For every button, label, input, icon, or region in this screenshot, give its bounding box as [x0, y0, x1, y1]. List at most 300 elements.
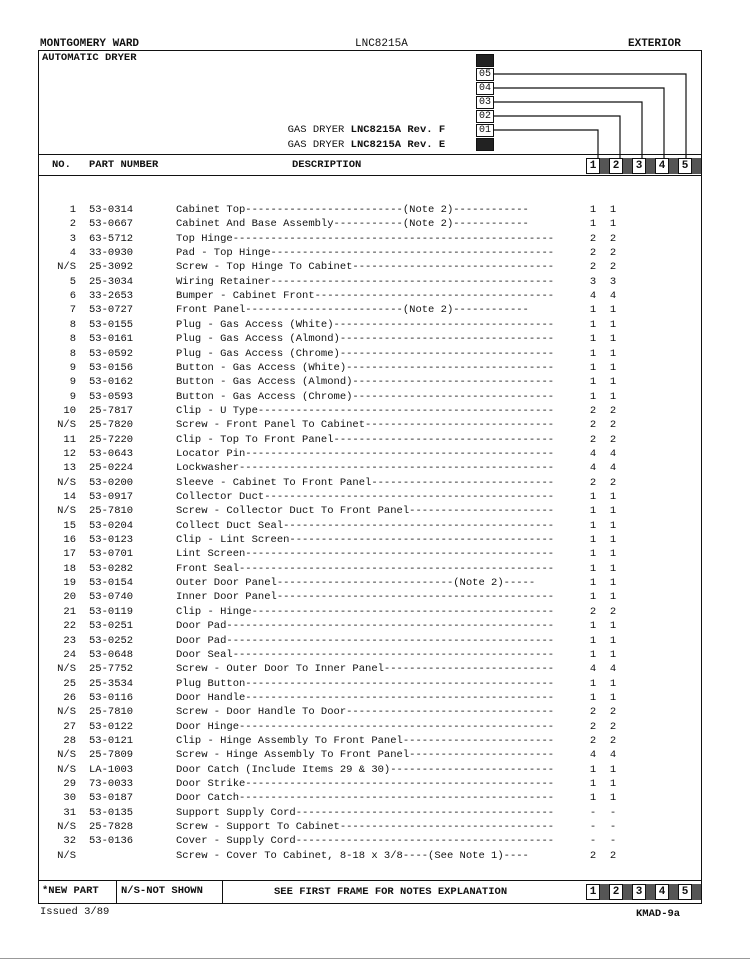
product-title: AUTOMATIC DRYER	[42, 52, 137, 64]
part-number: 53-0156	[89, 361, 134, 374]
table-row	[0, 777, 750, 791]
quantity-col1: 2	[589, 849, 597, 862]
part-number: 25-3092	[89, 261, 134, 274]
part-description: Locator Pin-------------------------------------------------	[176, 447, 555, 460]
quantity-col1: 3	[589, 275, 597, 288]
item-number: 17	[63, 548, 76, 561]
table-row	[0, 347, 750, 361]
part-number: 53-0162	[89, 376, 134, 389]
item-number: 20	[63, 591, 76, 604]
column-shade	[646, 158, 655, 174]
item-number: N/S	[57, 505, 76, 518]
table-row	[0, 275, 750, 289]
part-number: 25-7220	[89, 433, 134, 446]
part-number: 33-0930	[89, 247, 134, 260]
quantity-col2: 1	[609, 491, 617, 503]
quantity-col1: 1	[589, 304, 597, 317]
quantity-col1: 1	[589, 519, 597, 532]
part-number: 53-0701	[89, 548, 134, 561]
table-row	[0, 533, 750, 547]
item-number: 8	[69, 347, 76, 360]
part-number: 53-0251	[89, 620, 134, 633]
quantity-col2: 3	[609, 275, 617, 288]
header-rule	[38, 154, 702, 155]
section-title: EXTERIOR	[628, 38, 681, 50]
revision-label: GAS DRYER	[287, 124, 345, 136]
quantity-col1: 1	[589, 591, 597, 604]
column-num-box: 3	[632, 158, 646, 174]
revision-rev: Rev. E	[407, 139, 446, 151]
quantity-col1: 1	[589, 390, 597, 403]
quantity-col1: 2	[589, 720, 597, 733]
quantity-col1: 1	[589, 691, 597, 704]
part-description: Plug - Gas Access (White)-----------------------------------	[176, 318, 555, 331]
item-number: 1	[69, 204, 76, 216]
quantity-col1: 1	[589, 333, 597, 346]
quantity-col1: 4	[589, 749, 597, 762]
quantity-col1: 1	[589, 548, 597, 561]
quantity-col1: 4	[589, 663, 597, 676]
quantity-col2: 4	[609, 749, 617, 762]
quantity-col1: 1	[589, 792, 597, 805]
part-number: 53-0252	[89, 634, 134, 647]
table-row	[0, 849, 750, 863]
quantity-col1: 1	[589, 634, 597, 647]
table-row	[0, 433, 750, 447]
part-description: Screw - Outer Door To Inner Panel---------------------------	[176, 663, 555, 676]
part-description: Plug Button-------------------------------------------------	[176, 677, 555, 690]
quantity-col2: 2	[609, 720, 617, 733]
part-number: 25-7820	[89, 419, 134, 432]
part-description: Collect Duct Seal-------------------------------------------	[176, 519, 555, 532]
part-description: Lockwasher--------------------------------------------------	[176, 462, 555, 475]
part-number: 53-0204	[89, 519, 134, 532]
quantity-col2: 1	[609, 562, 617, 575]
footer-new-part: *NEW PART	[42, 885, 99, 897]
quantity-col2: -	[609, 821, 617, 834]
part-description: Clip - Hinge------------------------------------------------	[176, 605, 555, 618]
quantity-col2: 1	[609, 577, 617, 590]
column-num-box: 3	[632, 884, 646, 900]
table-row	[0, 303, 750, 317]
quantity-col1: 1	[589, 562, 597, 575]
quantity-col2: 2	[609, 706, 617, 719]
quantity-col1: 2	[589, 476, 597, 489]
item-number: 27	[63, 720, 76, 733]
part-number: 53-0154	[89, 577, 134, 590]
quantity-col1: -	[589, 821, 597, 834]
item-number: 10	[63, 404, 76, 417]
part-description: Plug - Gas Access (Almond)----------------------------------	[176, 333, 555, 346]
item-number: N/S	[57, 749, 76, 762]
table-row	[0, 332, 750, 346]
column-shade	[669, 158, 678, 174]
item-number: 28	[63, 734, 76, 747]
part-number: 53-0593	[89, 390, 134, 403]
column-shade	[600, 884, 609, 900]
footer-divider	[116, 880, 117, 904]
quantity-col1: 2	[589, 433, 597, 446]
part-description: Cover - Supply Cord-----------------------------------------	[176, 835, 555, 848]
quantity-col2: 1	[609, 648, 617, 661]
quantity-col2: -	[609, 806, 617, 819]
item-number: 19	[63, 577, 76, 590]
quantity-col2: 2	[609, 232, 617, 245]
quantity-col1: 1	[589, 778, 597, 790]
table-row	[0, 634, 750, 648]
table-row	[0, 705, 750, 719]
table-row	[0, 232, 750, 246]
table-row	[0, 476, 750, 490]
column-part-number: PART NUMBER	[89, 159, 159, 171]
part-number: 25-7810	[89, 706, 134, 719]
part-description: Cabinet And Base Assembly-----------(Note 2)------------	[176, 218, 529, 231]
quantity-col1: 1	[589, 218, 597, 231]
table-row	[0, 404, 750, 418]
quantity-col2: 4	[609, 462, 617, 475]
part-number: 53-0314	[89, 204, 134, 216]
quantity-col1: 1	[589, 577, 597, 590]
item-number: 13	[63, 462, 76, 475]
table-row	[0, 662, 750, 676]
quantity-col2: 1	[609, 376, 617, 389]
part-description: Front Seal--------------------------------------------------	[176, 562, 555, 575]
quantity-col2: 1	[609, 519, 617, 532]
table-row	[0, 447, 750, 461]
column-num-box: 2	[609, 884, 623, 900]
part-description: Bumper - Cabinet Front--------------------------------------	[176, 290, 555, 303]
part-description: Front Panel-------------------------(Note 2)------------	[176, 304, 529, 317]
quantity-col1: 1	[589, 763, 597, 776]
quantity-col2: 4	[609, 663, 617, 676]
column-shade	[600, 158, 609, 174]
table-row	[0, 677, 750, 691]
table-row	[0, 390, 750, 404]
part-description: Door Catch--------------------------------------------------	[176, 792, 555, 805]
quantity-col2: 1	[609, 534, 617, 547]
quantity-col2: 1	[609, 204, 617, 216]
quantity-col2: 1	[609, 347, 617, 360]
part-number: 53-0740	[89, 591, 134, 604]
quantity-col2: 2	[609, 261, 617, 274]
table-row	[0, 519, 750, 533]
column-num-box: 5	[678, 158, 692, 174]
model-number: LNC8215A	[355, 38, 408, 50]
part-description: Clip - Lint Screen------------------------------------------	[176, 534, 555, 547]
item-number: 15	[63, 519, 76, 532]
quantity-col2: 2	[609, 605, 617, 618]
quantity-col1: 2	[589, 261, 597, 274]
footer-notes: SEE FIRST FRAME FOR NOTES EXPLANATION	[274, 886, 508, 898]
quantity-col2: 1	[609, 620, 617, 633]
part-number: 25-7828	[89, 821, 134, 834]
quantity-col1: 2	[589, 706, 597, 719]
column-shade	[623, 884, 632, 900]
item-number: 22	[63, 620, 76, 633]
part-number: 53-0648	[89, 648, 134, 661]
column-num-box: 1	[586, 158, 600, 174]
part-description: Button - Gas Access (Almond)--------------------------------	[176, 376, 555, 389]
part-description: Door Strike-------------------------------------------------	[176, 778, 555, 790]
part-number: 53-0155	[89, 318, 134, 331]
part-number: 53-0161	[89, 333, 134, 346]
part-description: Top Hinge---------------------------------------------------	[176, 232, 555, 245]
issued-date: Issued 3/89	[40, 906, 110, 918]
part-number: 53-0122	[89, 720, 134, 733]
table-row	[0, 461, 750, 475]
quantity-col2: 1	[609, 763, 617, 776]
quantity-col2: 1	[609, 218, 617, 231]
rev-code-box: 01	[476, 124, 494, 137]
part-description: Screw - Door Handle To Door---------------------------------	[176, 706, 555, 719]
item-number: 30	[63, 792, 76, 805]
quantity-col2: 1	[609, 361, 617, 374]
rev-code-box: 05	[476, 68, 494, 81]
part-number: 53-0643	[89, 447, 134, 460]
quantity-col1: 2	[589, 605, 597, 618]
table-row	[0, 806, 750, 820]
quantity-col2: 1	[609, 691, 617, 704]
quantity-col1: -	[589, 835, 597, 848]
part-description: Screw - Cover To Cabinet, 8-18 x 3/8----(See Note 1)----	[176, 849, 529, 862]
revision-model: LNC8215A	[350, 124, 402, 136]
column-shade	[692, 158, 701, 174]
rev-code-box: 03	[476, 96, 494, 109]
quantity-col1: 1	[589, 204, 597, 216]
part-number: 53-0136	[89, 835, 134, 848]
part-number: 73-0033	[89, 778, 134, 790]
quantity-col2: 2	[609, 419, 617, 432]
part-description: Door Pad----------------------------------------------------	[176, 634, 555, 647]
part-description: Button - Gas Access (White)---------------------------------	[176, 361, 555, 374]
part-description: Door Pad----------------------------------------------------	[176, 620, 555, 633]
item-number: N/S	[57, 261, 76, 274]
part-number: 63-5712	[89, 232, 134, 245]
quantity-col2: -	[609, 835, 617, 848]
item-number: 6	[69, 290, 76, 303]
quantity-col2: 2	[609, 433, 617, 446]
table-row	[0, 217, 750, 231]
quantity-col1: 1	[589, 534, 597, 547]
item-number: 31	[63, 806, 76, 819]
column-shade	[623, 158, 632, 174]
quantity-col2: 2	[609, 247, 617, 260]
part-description: Lint Screen-------------------------------------------------	[176, 548, 555, 561]
footer-not-shown: N/S-NOT SHOWN	[121, 885, 203, 897]
item-number: 9	[69, 376, 76, 389]
part-number: 53-0135	[89, 806, 134, 819]
part-description: Button - Gas Access (Chrome)--------------------------------	[176, 390, 555, 403]
quantity-col2: 1	[609, 792, 617, 805]
table-row	[0, 820, 750, 834]
part-description: Door Handle-------------------------------------------------	[176, 691, 555, 704]
quantity-col2: 1	[609, 778, 617, 790]
quantity-col2: 1	[609, 634, 617, 647]
part-description: Screw - Collector Duct To Front Panel-----------------------	[176, 505, 555, 518]
table-row	[0, 791, 750, 805]
item-number: 16	[63, 534, 76, 547]
part-description: Plug - Gas Access (Chrome)----------------------------------	[176, 347, 555, 360]
table-row	[0, 504, 750, 518]
table-row	[0, 720, 750, 734]
table-row	[0, 648, 750, 662]
header-rule	[38, 175, 702, 176]
part-number: 33-2653	[89, 290, 134, 303]
table-row	[0, 734, 750, 748]
column-num-box: 4	[655, 884, 669, 900]
table-row	[0, 605, 750, 619]
quantity-col1: 2	[589, 247, 597, 260]
rev-code-box: 02	[476, 110, 494, 123]
brand-name: MONTGOMERY WARD	[40, 38, 140, 50]
item-number: 7	[69, 304, 76, 317]
item-number: 3	[69, 232, 76, 245]
quantity-col1: 2	[589, 419, 597, 432]
item-number: N/S	[57, 419, 76, 432]
part-number: 53-0917	[89, 491, 134, 503]
item-number: 26	[63, 691, 76, 704]
table-row	[0, 246, 750, 260]
quantity-col2: 2	[609, 734, 617, 747]
column-shade	[692, 884, 701, 900]
table-row	[0, 490, 750, 504]
table-row	[0, 619, 750, 633]
quantity-col1: 1	[589, 677, 597, 690]
quantity-col1: 4	[589, 290, 597, 303]
part-number: 53-0121	[89, 734, 134, 747]
item-number: 5	[69, 275, 76, 288]
part-number: 53-0119	[89, 605, 134, 618]
table-row	[0, 763, 750, 777]
part-description: Support Supply Cord-----------------------------------------	[176, 806, 555, 819]
item-number: N/S	[57, 706, 76, 719]
table-row	[0, 576, 750, 590]
quantity-col1: 1	[589, 648, 597, 661]
table-row	[0, 418, 750, 432]
quantity-col1: 1	[589, 361, 597, 374]
part-description: Screw - Top Hinge To Cabinet--------------------------------	[176, 261, 555, 274]
item-number: 21	[63, 605, 76, 618]
column-shade	[669, 884, 678, 900]
part-description: Clip - Hinge Assembly To Front Panel------------------------	[176, 734, 555, 747]
item-number: 32	[63, 835, 76, 848]
part-number: 25-7752	[89, 663, 134, 676]
item-number: N/S	[57, 476, 76, 489]
part-number: 25-7810	[89, 505, 134, 518]
part-description: Sleeve - Cabinet To Front Panel-----------------------------	[176, 476, 555, 489]
part-description: Collector Duct----------------------------------------------	[176, 491, 555, 503]
item-number: N/S	[57, 821, 76, 834]
table-row	[0, 562, 750, 576]
part-number: 25-7809	[89, 749, 134, 762]
quantity-col1: 4	[589, 462, 597, 475]
column-num-box: 5	[678, 884, 692, 900]
quantity-col2: 1	[609, 505, 617, 518]
part-number: 53-0187	[89, 792, 134, 805]
revision-model: LNC8215A	[350, 139, 402, 151]
table-row	[0, 748, 750, 762]
table-row	[0, 318, 750, 332]
column-description: DESCRIPTION	[292, 159, 362, 171]
item-number: N/S	[57, 763, 76, 776]
quantity-col1: 1	[589, 491, 597, 503]
table-row	[0, 289, 750, 303]
table-row	[0, 691, 750, 705]
revision-rev: Rev. F	[407, 124, 446, 136]
quantity-col1: 2	[589, 404, 597, 417]
page-code: KMAD-9a	[636, 908, 681, 920]
item-number: 23	[63, 634, 76, 647]
part-number: LA-1003	[89, 763, 134, 776]
part-description: Screw - Hinge Assembly To Front Panel-----------------------	[176, 749, 555, 762]
item-number: 18	[63, 562, 76, 575]
table-row	[0, 834, 750, 848]
part-description: Screw - Front Panel To Cabinet------------------------------	[176, 419, 555, 432]
quantity-col2: 2	[609, 849, 617, 862]
table-row	[0, 375, 750, 389]
footer-divider	[222, 880, 223, 904]
quantity-col2: 1	[609, 304, 617, 317]
item-number: 24	[63, 648, 76, 661]
quantity-col2: 1	[609, 390, 617, 403]
item-number: N/S	[57, 663, 76, 676]
part-number: 53-0282	[89, 562, 134, 575]
part-description: Door Hinge--------------------------------------------------	[176, 720, 555, 733]
part-number: 53-0727	[89, 304, 134, 317]
table-row	[0, 547, 750, 561]
part-description: Clip - Top To Front Panel-----------------------------------	[176, 433, 555, 446]
quantity-col2: 1	[609, 548, 617, 561]
part-description: Outer Door Panel----------------------------(Note 2)-----	[176, 577, 536, 590]
column-num-box: 1	[586, 884, 600, 900]
item-number: 9	[69, 390, 76, 403]
quantity-col2: 4	[609, 447, 617, 460]
quantity-col1: 1	[589, 347, 597, 360]
item-number: 9	[69, 361, 76, 374]
table-row	[0, 590, 750, 604]
item-number: 25	[63, 677, 76, 690]
table-row	[0, 260, 750, 274]
item-number: 11	[63, 433, 76, 446]
quantity-col1: 4	[589, 447, 597, 460]
quantity-col1: -	[589, 806, 597, 819]
quantity-col1: 1	[589, 505, 597, 518]
quantity-col1: 1	[589, 620, 597, 633]
part-number: 53-0123	[89, 534, 134, 547]
part-number: 25-7817	[89, 404, 134, 417]
revision-label: GAS DRYER	[287, 139, 345, 151]
quantity-col2: 1	[609, 677, 617, 690]
part-description: Inner Door Panel--------------------------------------------	[176, 591, 555, 604]
item-number: 12	[63, 447, 76, 460]
column-num-box: 4	[655, 158, 669, 174]
item-number: 8	[69, 318, 76, 331]
part-number: 25-3534	[89, 677, 134, 690]
part-description: Clip - U Type-----------------------------------------------	[176, 404, 555, 417]
quantity-col2: 4	[609, 290, 617, 303]
part-description: Screw - Support To Cabinet----------------------------------	[176, 821, 555, 834]
rev-code-box: 04	[476, 82, 494, 95]
table-row	[0, 361, 750, 375]
quantity-col2: 2	[609, 404, 617, 417]
quantity-col2: 1	[609, 333, 617, 346]
quantity-col2: 1	[609, 591, 617, 604]
bottom-rule	[0, 958, 750, 959]
part-description: Wiring Retainer---------------------------------------------	[176, 275, 555, 288]
item-number: 29	[63, 778, 76, 790]
part-number: 53-0667	[89, 218, 134, 231]
footer-rule	[38, 880, 702, 881]
